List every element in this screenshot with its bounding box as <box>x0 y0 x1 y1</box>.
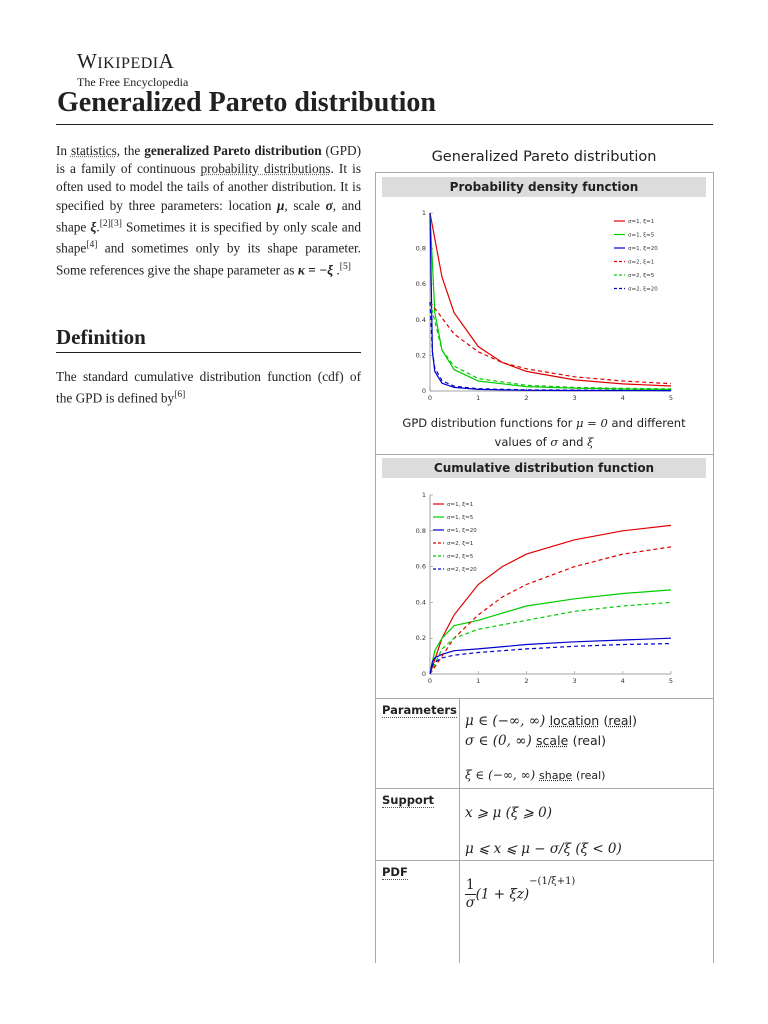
series-line <box>430 213 671 391</box>
x-tick-label: 5 <box>668 394 674 402</box>
pdf-header: Probability density function <box>382 177 706 197</box>
series-line <box>430 302 671 384</box>
cdf-header: Cumulative distribution function <box>382 458 706 478</box>
ref-2-3[interactable]: [2][3] <box>99 218 122 229</box>
legend-label: σ=1, ξ=1 <box>447 502 474 508</box>
legend-label: σ=1, ξ=20 <box>628 246 658 252</box>
infobox-column-divider <box>459 698 460 963</box>
x-tick-label: 4 <box>620 394 625 402</box>
infobox <box>375 172 714 963</box>
title-divider <box>56 124 713 125</box>
series-line <box>430 638 671 674</box>
support-case-1: x ⩾ μ (ξ ⩾ 0) <box>465 805 553 821</box>
definition-heading: Definition <box>56 325 146 349</box>
intro-paragraph: In statistics, the generalized Pareto distribution (GPD) is a family of continuous probability distributions. It is often used to model the tails of another distribution. It is specified by three parameters: location μ, scale σ, and shape ξ.[2][3] Sometimes it is specified by only scale and shape[4] and sometimes only by its shape parameter. Some references give the shape parameter as κ = −ξ .[5] <box>56 143 362 278</box>
infobox-divider <box>376 860 713 861</box>
pdf-formula: $\frac{1}{\sigma}$ $(1 + \xi z)^{-(1/\xi+1)}$ <box>465 876 576 911</box>
x-tick-label: 3 <box>572 677 577 685</box>
pdf-chart[interactable] <box>376 201 713 426</box>
series-line <box>430 213 671 389</box>
cdf-chart[interactable] <box>376 481 713 693</box>
x-tick-label: 1 <box>476 394 481 402</box>
param-xi: ξ ∈ (−∞, ∞) shape (real) <box>465 768 606 782</box>
x-tick-label: 0 <box>427 677 433 685</box>
legend-label: σ=1, ξ=5 <box>628 232 655 239</box>
series-line <box>430 547 671 674</box>
infobox-title: Generalized Pareto distribution <box>431 149 657 165</box>
x-tick-label: 3 <box>572 394 577 402</box>
parameters-label[interactable]: Parameters <box>382 703 457 717</box>
wordmark-subtitle: The Free Encyclopedia <box>77 75 189 89</box>
definition-divider <box>56 352 361 353</box>
x-tick-label: 1 <box>476 677 481 685</box>
x-tick-label: 2 <box>524 677 529 685</box>
y-tick-label: 0.6 <box>415 562 426 571</box>
series-line <box>430 644 671 674</box>
y-tick-label: 0.8 <box>415 244 426 253</box>
series-line <box>430 590 671 674</box>
legend-label: σ=2, ξ=20 <box>447 567 477 573</box>
link-scale[interactable]: scale <box>536 733 569 748</box>
legend-label: σ=1, ξ=1 <box>628 219 655 225</box>
support-label[interactable]: Support <box>382 793 435 807</box>
link-real[interactable]: real <box>608 713 633 728</box>
y-tick-label: 0.2 <box>415 351 426 360</box>
y-tick-label: 0.6 <box>415 280 426 289</box>
series-line <box>430 302 671 391</box>
page-title: Generalized Pareto distribution <box>57 87 436 118</box>
y-tick-label: 0 <box>421 670 426 678</box>
pdf-label[interactable]: PDF <box>382 865 408 879</box>
param-mu: μ ∈ (−∞, ∞) location (real) <box>465 713 637 729</box>
ref-5[interactable]: [5] <box>339 262 351 273</box>
legend-label: σ=2, ξ=5 <box>628 273 655 279</box>
series-line <box>430 602 671 674</box>
legend-label: σ=2, ξ=20 <box>628 286 658 293</box>
legend-label: σ=1, ξ=5 <box>447 515 474 521</box>
legend-label: σ=2, ξ=1 <box>628 259 655 266</box>
infobox-divider <box>376 788 713 789</box>
infobox-divider <box>376 698 713 699</box>
y-tick-label: 0 <box>421 387 426 395</box>
link-probability-distributions[interactable]: probability distributions <box>200 161 331 177</box>
x-tick-label: 4 <box>620 677 625 685</box>
link-location[interactable]: location <box>549 713 600 728</box>
infobox-divider <box>376 454 713 455</box>
legend-label: σ=2, ξ=5 <box>447 554 474 560</box>
series-line <box>430 525 671 674</box>
ref-4[interactable]: [4] <box>86 240 98 251</box>
y-tick-label: 0.2 <box>415 634 426 643</box>
wordmark-title: WIKIPEDIA <box>77 49 175 73</box>
definition-paragraph: The standard cumulative distribution function (cdf) of the GPD is defined by[6] <box>56 369 361 406</box>
y-tick-label: 0.4 <box>415 315 426 324</box>
bold-term: generalized Pareto distribution <box>144 143 322 158</box>
legend-label: σ=1, ξ=20 <box>447 528 477 534</box>
y-tick-label: 1 <box>421 491 426 499</box>
link-shape[interactable]: shape <box>539 769 573 782</box>
x-tick-label: 5 <box>668 677 674 685</box>
support-case-2: μ ⩽ x ⩽ μ − σ/ξ (ξ < 0) <box>465 841 622 857</box>
y-tick-label: 0.4 <box>415 598 426 607</box>
ref-6[interactable]: [6] <box>174 390 186 401</box>
y-tick-label: 0.8 <box>415 526 426 535</box>
series-line <box>430 213 671 386</box>
x-tick-label: 0 <box>427 394 433 402</box>
pdf-caption: GPD distribution functions for μ = 0 and different values of σ and ξ <box>402 416 686 449</box>
x-tick-label: 2 <box>524 394 529 402</box>
param-sigma: σ ∈ (0, ∞) scale (real) <box>465 733 607 749</box>
legend-label: σ=2, ξ=1 <box>447 541 474 547</box>
y-tick-label: 1 <box>421 209 426 217</box>
link-statistics[interactable]: statistics <box>70 143 117 158</box>
